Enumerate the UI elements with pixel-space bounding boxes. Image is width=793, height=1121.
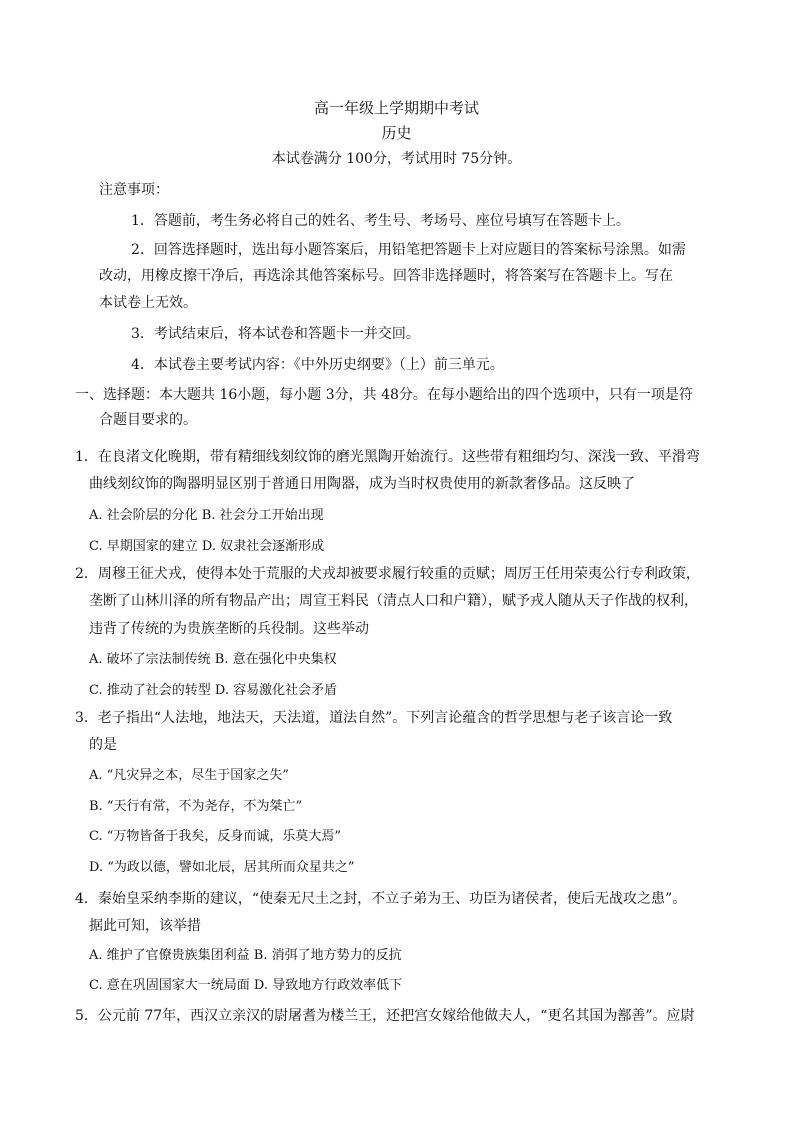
question-2-stem-line-2: 垄断了山林川泽的所有物品产出；周宣王料民（清点人口和户籍），赋予戎人随从天子作战的权利， xyxy=(89,593,698,609)
question-1-stem-line-2: 曲线刻纹饰的陶器明显区别于普通日用陶器，成为当时权贵使用的新款奢侈品。这反映了 xyxy=(89,476,635,492)
section-heading-line-2: 合题目要求的。 xyxy=(99,412,197,428)
question-1-options-cd: C. 早期国家的建立 D. 奴隶社会逐渐形成 xyxy=(89,539,325,554)
question-3-option-d: D. “为政以德，譬如北辰，居其所而众星共之” xyxy=(89,860,355,875)
question-2-options-cd: C. 推动了社会的转型 D. 容易激化社会矛盾 xyxy=(89,683,338,698)
question-1-stem-line-1: 1．在良渚文化晚期，带有精细线刻纹饰的磨光黑陶开始流行。这些带有粗细均匀、深浅一致、平滑弯 xyxy=(75,449,700,465)
exam-title: 高一年级上学期期中考试 xyxy=(313,99,479,117)
question-4-options-cd: C. 意在巩固国家大一统局面 D. 导致地方行政效率低下 xyxy=(89,978,403,993)
question-2-stem-line-1: 2．周穆王征犬戎，使得本处于荒服的犬戎却被要求履行较重的贡赋；周厉王任用荣夷公行专利政策， xyxy=(75,566,700,582)
question-3-stem-line-1: 3．老子指出“人法地，地法天，天法道，道法自然”。下列言论蕴含的哲学思想与老子该言论一致 xyxy=(75,710,673,726)
exam-info: 本试卷满分 100分，考试用时 75分钟。 xyxy=(271,151,522,167)
question-2-stem-line-3: 违背了传统的为贵族垄断的兵役制。这些举动 xyxy=(89,621,369,637)
section-heading-line-1: 一、选择题：本大题共 16小题，每小题 3分，共 48分。在每小题给出的四个选项中，只有一项是符 xyxy=(75,387,693,403)
note-1: 1．答题前，考生务必将自己的姓名、考生号、考场号、座位号填写在答题卡上。 xyxy=(131,213,630,229)
question-4-options-ab: A. 维护了官僚贵族集团利益 B. 消弭了地方势力的反抗 xyxy=(89,948,402,963)
question-1-options-ab: A. 社会阶层的分化 B. 社会分工开始出现 xyxy=(89,508,324,523)
question-2-options-ab: A. 破坏了宗法制传统 B. 意在强化中央集权 xyxy=(89,652,337,667)
note-2-line-3: 本试卷上无效。 xyxy=(99,295,197,311)
question-4-stem-line-1: 4．秦始皇采纳李斯的建议，“使秦无尺土之封，不立子弟为王、功臣为诸侯者，使后无战攻之患”。 xyxy=(75,891,687,907)
note-4: 4．本试卷主要考试内容：《中外历史纲要》（上）前三单元。 xyxy=(131,357,504,373)
note-2-line-2: 改动，用橡皮擦干净后，再选涂其他答案标号。回答非选择题时，将答案写在答题卡上。写在 xyxy=(99,268,673,284)
note-2-line-1: 2．回答选择题时，选出每小题答案后，用铅笔把答题卡上对应题目的答案标号涂黑。如需 xyxy=(131,242,686,258)
note-3: 3．考试结束后，将本试卷和答题卡一并交回。 xyxy=(131,326,420,342)
question-4-stem-line-2: 据此可知，该举措 xyxy=(89,918,201,934)
question-3-option-a: A. “凡灾异之本，尽生于国家之失” xyxy=(89,768,289,783)
subject-title: 历史 xyxy=(381,124,412,142)
question-3-stem-line-2: 的是 xyxy=(89,737,117,753)
question-5-stem-line-1: 5．公元前 77年，西汉立亲汉的尉屠耆为楼兰王，还把宫女嫁给他做夫人，“更名其国为鄯善”。应尉 xyxy=(75,1008,695,1024)
question-3-option-b: B. “天行有常，不为尧存，不为桀亡” xyxy=(89,799,303,814)
notes-heading: 注意事项： xyxy=(99,182,169,198)
question-3-option-c: C. “万物皆备于我矣，反身而诚，乐莫大焉” xyxy=(89,829,342,844)
